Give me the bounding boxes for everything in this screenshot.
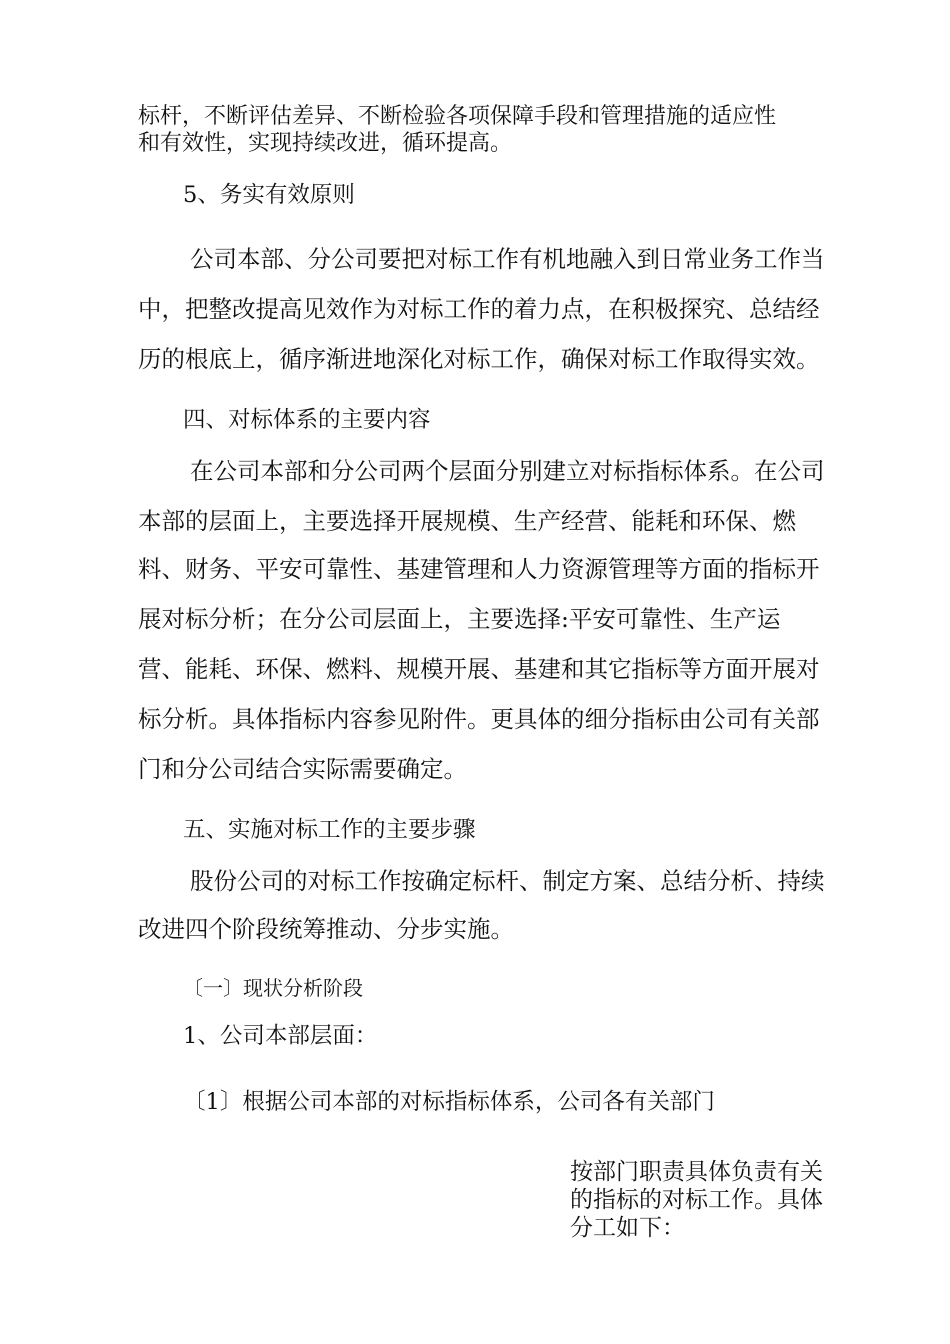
body-line: 料、财务、平安可靠性、基建管理和人力资源管理等方面的指标开 [138,555,820,583]
body-line: 和有效性，实现持续改进，循环提高。 [138,131,513,156]
section-heading: 5、务实有效原则 [183,182,355,208]
body-line: 中，把整改提高见效作为对标工作的着力点，在积极探究、总结经 [138,295,820,323]
body-line: 展对标分析；在分公司层面上，主要选择:平安可靠性、生产运 [138,605,781,633]
body-line: 的指标的对标工作。具体 [570,1187,823,1213]
body-line: 改进四个阶段统筹推动、分步实施。 [138,915,514,943]
body-line: 公司本部、分公司要把对标工作有机地融入到日常业务工作当 [190,245,825,273]
subsection-heading: 1、公司本部层面： [183,1023,378,1049]
body-line: 标杆，不断评估差异、不断检验各项保障手段和管理措施的适应性 [138,104,777,129]
body-line: 门和分公司结合实际需要确定。 [138,755,467,783]
subsection-heading: 〔一〕现状分析阶段 [183,976,363,1000]
body-line: 营、能耗、环保、燃料、规模开展、基建和其它指标等方面开展对 [138,655,820,683]
section-heading: 四、对标体系的主要内容 [183,407,431,433]
body-line: 分工如下： [570,1215,685,1241]
body-line: 历的根底上，循序渐进地深化对标工作，确保对标工作取得实效。 [138,345,820,373]
body-line: 股份公司的对标工作按确定标杆、制定方案、总结分析、持续 [190,867,825,895]
section-heading: 五、实施对标工作的主要步骤 [183,817,476,843]
body-line: 在公司本部和分公司两个层面分别建立对标指标体系。在公司 [190,457,825,485]
subsection-item: 〔1〕根据公司本部的对标指标体系，公司各有关部门 [183,1089,715,1115]
body-line: 标分析。具体指标内容参见附件。更具体的细分指标由公司有关部 [138,705,820,733]
body-line: 按部门职责具体负责有关 [570,1159,823,1185]
body-line: 本部的层面上，主要选择开展规模、生产经营、能耗和环保、燃 [138,507,796,535]
